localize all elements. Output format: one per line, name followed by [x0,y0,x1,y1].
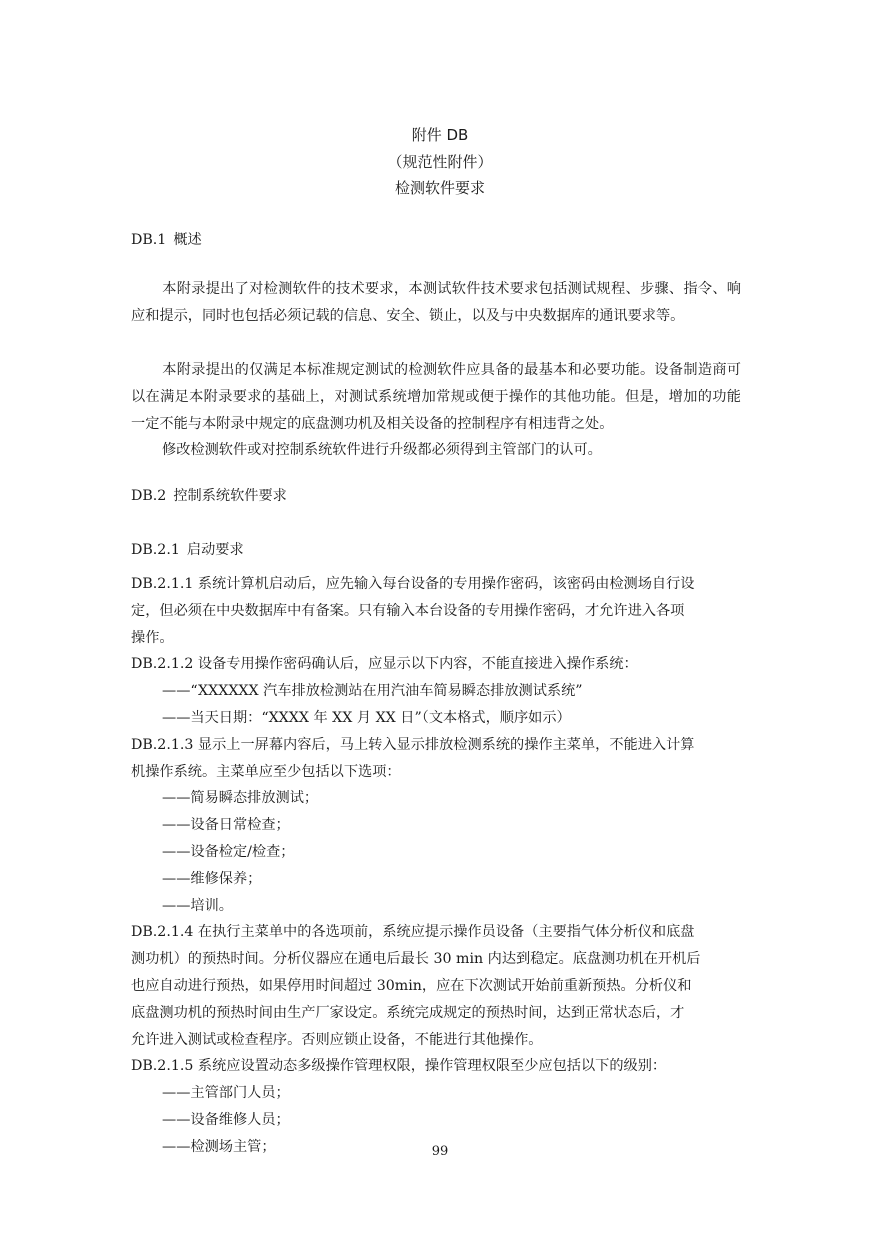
list-item: ——培训。 [162,897,233,914]
paragraph-text: 本附录提出了对检测软件的技术要求，本测试软件技术要求包括测试规程、步骤、指令、响应和提示，同时也包括必须记载的信息、安全、锁止，以及与中央数据库的通讯要求等。 [131,281,741,324]
list-item: ——“XXXXXX 汽车排放检测站在用汽油车简易瞬态排放测试系统” [162,683,583,700]
section-number: DB.1 [131,232,167,248]
intro-paragraph-1 [131,276,741,330]
section-title: 启动要求 [186,542,244,558]
text-line: 定，但必须在中央数据库中有备案。只有输入本台设备的专用操作密码，才允许进入各项 [131,602,685,619]
list-item: ——主管部门人员； [162,1085,290,1102]
section-title: 控制系统软件要求 [173,488,287,504]
text-line: 也应自动进行预热，如果停用时间超过 30min，应在下次测试开始前重新预热。分析仪和 [131,977,692,994]
clause-body [131,571,743,1161]
annex-label: 附件 DB [411,126,469,144]
text-line: DB.2.1.5 系统应设置动态多级操作管理权限，操作管理权限至少应包括以下的级别： [131,1058,667,1075]
list-item: ——设备日常检查； [162,817,290,834]
page-number: 99 [431,1144,449,1159]
text-line: 操作。 [131,629,174,646]
annex-title: 检测软件要求 [394,179,485,197]
section-heading-db1 [131,230,202,250]
text-line: DB.2.1.2 设备专用操作密码确认后，应显示以下内容，不能直接进入操作系统： [131,656,638,673]
list-item: ——检测场主管； [162,1138,276,1155]
annex-header [0,122,880,202]
list-item: ——设备检定/检查； [162,843,295,860]
text-line: DB.2.1.3 显示上一屏幕内容后，马上转入显示排放检测系统的操作主菜单，不能进入计算 [131,736,695,753]
section-number: DB.2 [131,488,167,504]
text-line: 底盘测功机的预热时间由生产厂家设定。系统完成规定的预热时间，达到正常状态后，才 [131,1004,685,1021]
text-line: 机操作系统。主菜单应至少包括以下选项： [131,763,401,780]
paragraph-text: 修改检测软件或对控制系统软件进行升级都必须得到主管部门的认可。 [162,442,602,458]
list-item: ——当天日期：“XXXX 年 XX 月 XX 日”（文本格式，顺序如示） [162,709,571,726]
text-line: 测功机）的预热时间。分析仪器应在通电后最长 30 min 内达到稳定。底盘测功机在开机后 [131,951,701,968]
intro-paragraph-3 [131,437,741,464]
paragraph-text: 本附录提出的仅满足本标准规定测试的检测软件应具备的最基本和必要功能。设备制造商可以在满足本附录要求的基础上，对测试系统增加常规或便于操作的其他功能。但是，增加的功能一定不能与本附录中规定的底盘测功机及相关设备的控制程序有相违背之处。 [131,362,741,432]
annex-type: （规范性附件） [387,152,493,171]
list-item: ——设备维修人员； [162,1111,290,1128]
section-title: 概述 [173,232,202,248]
text-line: DB.2.1.1 系统计算机启动后，应先输入每台设备的专用操作密码，该密码由检测场自行设 [131,576,695,592]
section-heading-db2 [131,486,287,506]
intro-paragraph-2 [131,357,741,437]
list-item: ——维修保养； [162,870,262,887]
section-number: DB.2.1 [131,542,180,558]
text-line: DB.2.1.4 在执行主菜单中的各选项前，系统应提示操作员设备（主要指气体分析仪和底盘 [131,924,695,941]
text-line: 允许进入测试或检查程序。否则应锁止设备，不能进行其他操作。 [131,1031,543,1048]
section-heading-db21 [131,540,244,560]
list-item: ——简易瞬态排放测试； [162,790,319,807]
